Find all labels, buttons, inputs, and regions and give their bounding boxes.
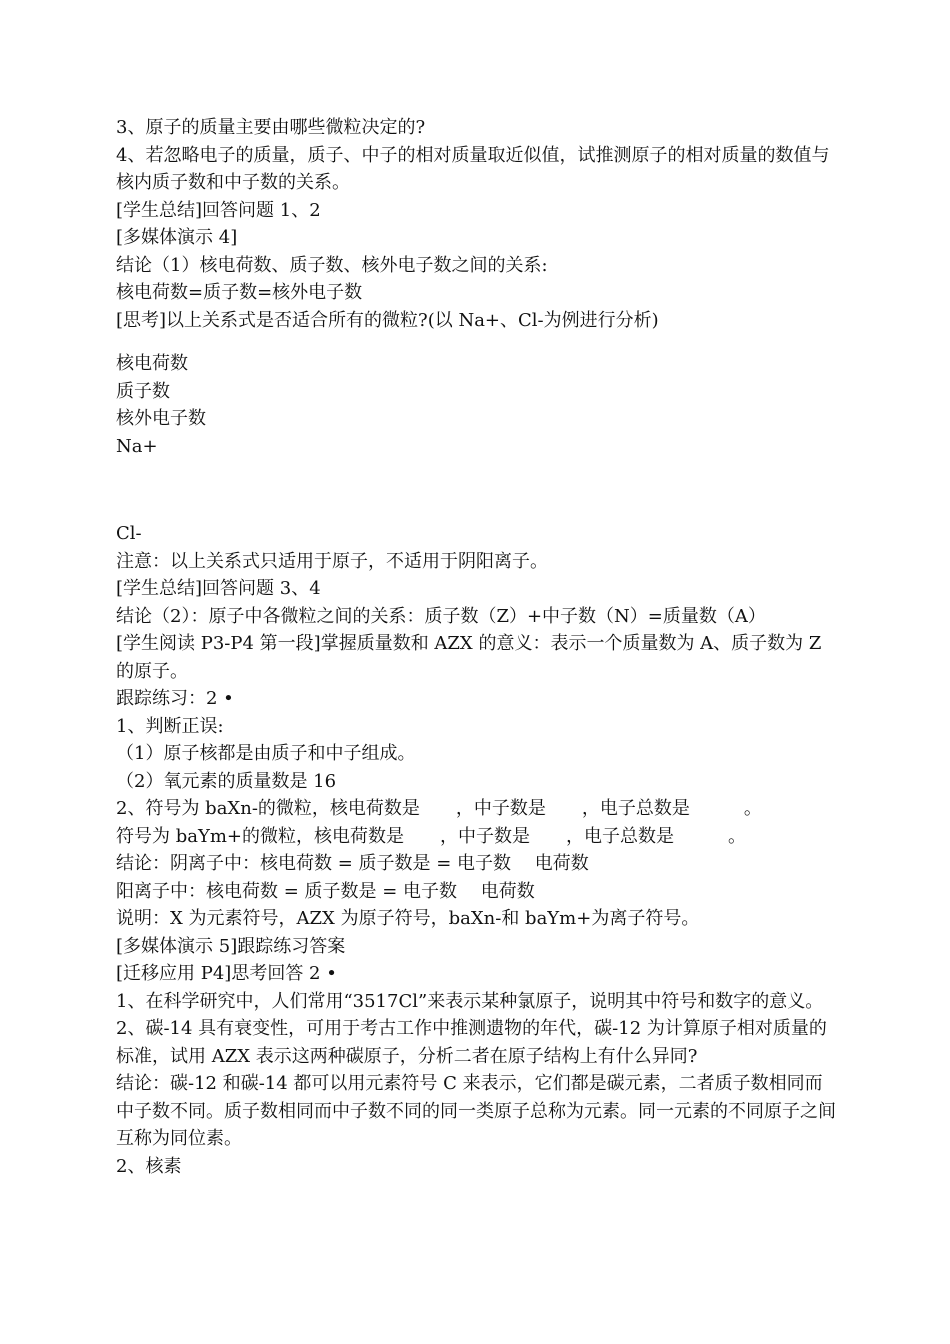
- document-body: [116, 114, 836, 1180]
- conclusion-2: 结论（2）：原子中各微粒之间的关系：质子数（Z）+中子数（N）=质量数（A）: [116, 605, 766, 627]
- relation-formula: 核电荷数=质子数=核外电子数: [116, 282, 363, 303]
- note-atoms-only: 注意：以上关系式只适用于原子，不适用于阴阳离子。: [116, 550, 548, 572]
- explanation-symbols: 说明：X 为元素符号，AZX 为原子符号，baXn-和 baYm+为离子符号。: [116, 908, 700, 929]
- think-question: [思考]以上关系式是否适合所有的微粒?(以 Na+、Cl-为例进行分析): [116, 309, 659, 331]
- student-summary-2: [学生总结]回答问题 3、4: [116, 578, 321, 599]
- conclusion-1: 结论（1）核电荷数、质子数、核外电子数之间的关系:: [116, 254, 548, 276]
- transfer-application: [迁移应用 P4]思考回答 2 •: [116, 963, 337, 984]
- question-4: 4、若忽略电子的质量，质子、中子的相对质量取近似值，试推测原子的相对质量的数值与核内质子数和中子数的关系。: [116, 144, 830, 193]
- application-item-1: 1、在科学研究中，人们常用“3517Cl”来表示某种氯原子，说明其中符号和数字的意义。: [116, 990, 824, 1012]
- multimedia-demo-5: [多媒体演示 5]跟踪练习答案: [116, 935, 346, 957]
- table-label-cl-ion: Cl-: [116, 523, 142, 544]
- table-label-na-ion: Na+: [116, 435, 158, 457]
- practice-item-2-cation: 符号为 baYm+的微粒，核电荷数是 ，中子数是 ，电子总数是 。: [116, 825, 747, 847]
- practice-item-1: 1、判断正误:: [116, 715, 224, 737]
- table-label-electrons: 核外电子数: [116, 408, 206, 429]
- table-label-protons: 质子数: [116, 380, 170, 402]
- application-item-2: 2、碳-14 具有衰变性，可用于考古工作中推测遗物的年代，碳-12 为计算原子相对质量的标准，试用 AZX 表示这两种碳原子，分析二者在原子结构上有什么异同?: [116, 1018, 827, 1067]
- practice-item-2-anion: 2、符号为 baXn-的微粒，核电荷数是 ，中子数是 ，电子总数是 。: [116, 798, 762, 819]
- question-3: 3、原子的质量主要由哪些微粒决定的?: [116, 117, 426, 138]
- conclusion-cation: 阳离子中：核电荷数 = 质子数是 = 电子数 电荷数: [116, 880, 535, 902]
- table-label-nuclear-charge: 核电荷数: [116, 353, 188, 374]
- conclusion-isotopes: 结论：碳-12 和碳-14 都可以用元素符号 C 来表示，它们都是碳元素，二者质子数相同而中子数不同。质子数相同而中子数不同的同一类原子总称为元素。同一元素的不同原子之间互称为同位素。: [116, 1073, 836, 1149]
- student-summary-1: [学生总结]回答问题 1、2: [116, 199, 321, 221]
- practice-heading: 跟踪练习：2 •: [116, 688, 234, 709]
- student-reading: [学生阅读 P3-P4 第一段]掌握质量数和 AZX 的意义：表示一个质量数为 A、质子数为 Z 的原子。: [116, 633, 828, 682]
- practice-item-1-1: （1）原子核都是由质子和中子组成。: [116, 743, 416, 764]
- practice-item-1-2: （2）氧元素的质量数是 16: [116, 770, 337, 792]
- section-nuclide: 2、核素: [116, 1155, 182, 1177]
- conclusion-anion: 结论：阴离子中：核电荷数 = 质子数是 = 电子数 电荷数: [116, 853, 589, 874]
- multimedia-demo-4: [多媒体演示 4]: [116, 227, 238, 248]
